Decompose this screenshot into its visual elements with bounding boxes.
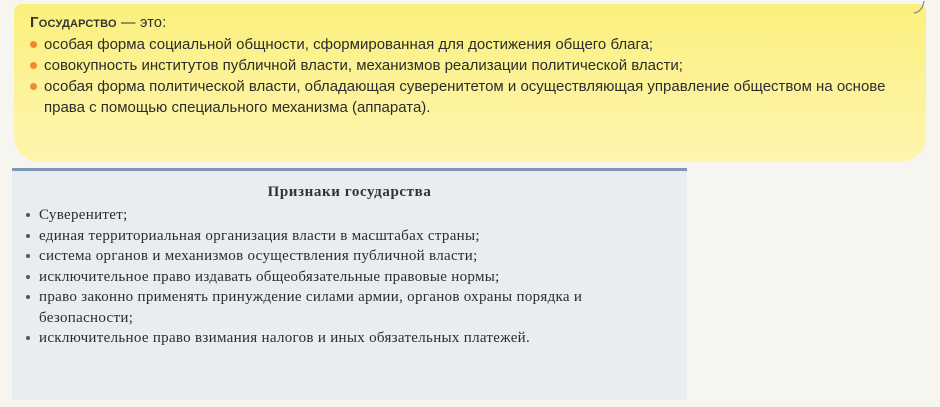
- definition-item: [30, 55, 910, 76]
- signs-item: [26, 205, 673, 226]
- signs-item-text: система органов и механизмов осуществления публичной власти;: [39, 248, 478, 264]
- bullet-icon: [30, 62, 37, 69]
- signs-item-text: исключительное право издавать общеобязательные правовые нормы;: [39, 268, 500, 285]
- signs-item: [26, 287, 673, 328]
- definition-list: [30, 34, 910, 118]
- definition-dash: — это:: [116, 15, 167, 31]
- bullet-icon: [26, 295, 30, 299]
- signs-item-text: единая территориальная организация власти в масштабах страны;: [39, 227, 480, 244]
- definition-item-text: совокупность институтов публичной власти, механизмов реализации политической власти;: [44, 57, 683, 74]
- signs-list: [26, 205, 673, 349]
- signs-item-text: исключительное право взимания налогов и иных обязательных платежей.: [39, 330, 531, 346]
- definition-term: Государство: [30, 14, 117, 31]
- signs-box: [12, 168, 687, 400]
- bullet-icon: [26, 213, 30, 217]
- bullet-icon: [30, 83, 37, 90]
- signs-item: [26, 267, 673, 288]
- page-curl-icon: [912, 0, 926, 14]
- definition-heading: [30, 12, 910, 34]
- signs-item: [26, 226, 673, 247]
- bullet-icon: [26, 275, 30, 279]
- definition-item-text: особая форма социальной общности, сформированная для достижения общего блага;: [44, 36, 654, 53]
- definition-item-text: особая форма политической власти, обладающая суверенитетом и осуществляющая управление обществом на основе права с помощью специального механизма (аппарата).: [44, 78, 886, 116]
- bullet-icon: [26, 336, 30, 340]
- bullet-icon: [26, 254, 30, 258]
- definition-item: [30, 34, 910, 55]
- signs-item-text: право законно применять принуждение силами армии, органов охраны порядка и безопасности;: [39, 289, 583, 326]
- bullet-icon: [30, 41, 37, 48]
- signs-item: [26, 328, 673, 349]
- bullet-icon: [26, 234, 30, 238]
- definition-box: [14, 4, 926, 162]
- signs-item-text: Суверенитет;: [39, 207, 128, 223]
- signs-title: Признаки государства: [267, 184, 432, 200]
- definition-item: [30, 76, 910, 118]
- signs-item: [26, 246, 673, 267]
